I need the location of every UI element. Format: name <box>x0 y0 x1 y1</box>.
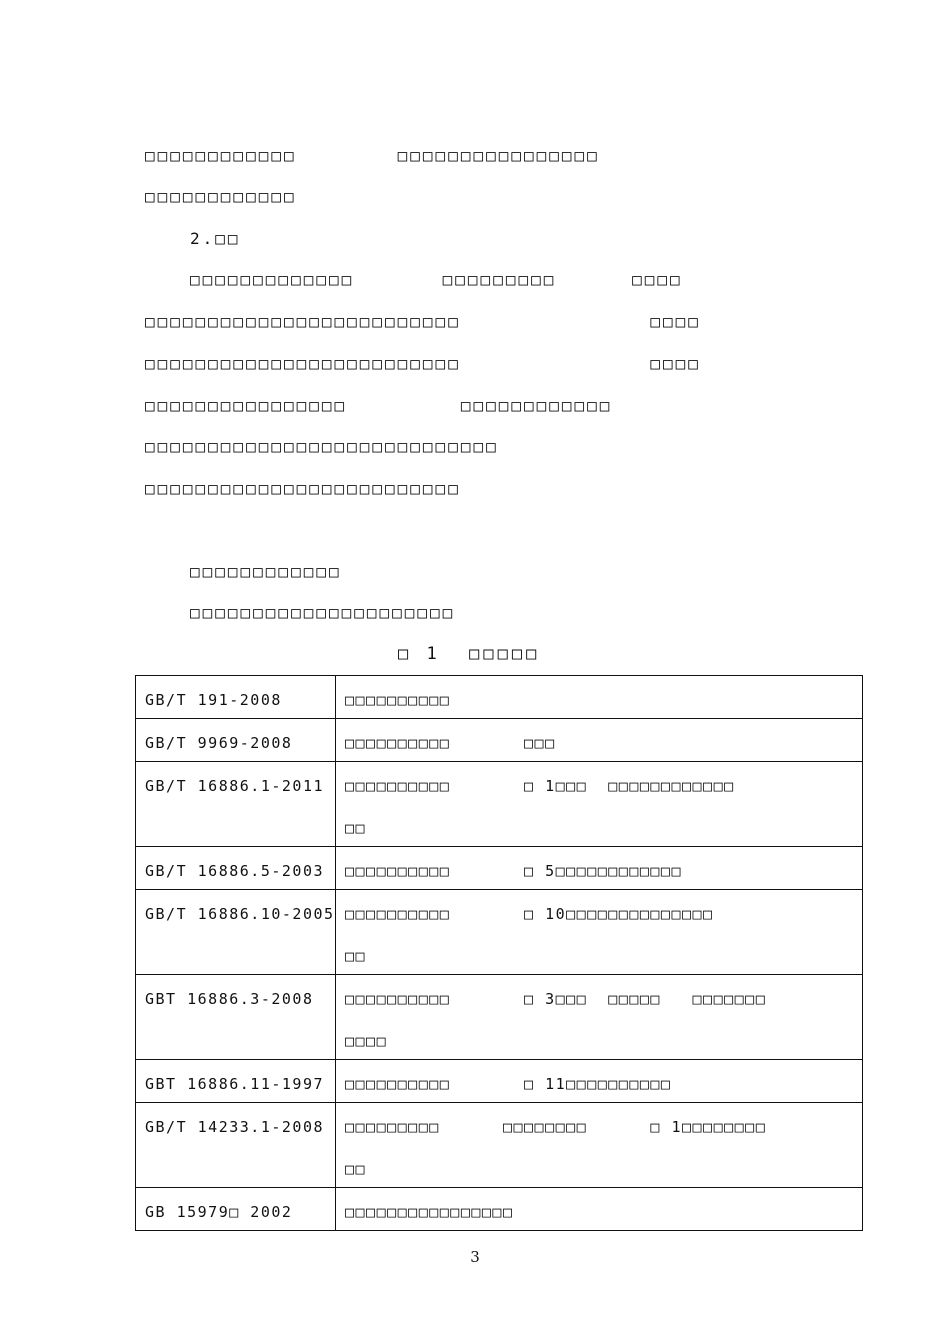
paragraph-line-8: □□□□□□□□□□□□□□□□□□□□□□□□□ <box>145 479 461 498</box>
paragraph-line-3: □□□□□□□□□□□□□ □□□□□□□□□ □□□□ <box>190 270 683 289</box>
paragraph-line-1: □□□□□□□□□□□□ □□□□□□□□□□□□□□□□ <box>145 146 600 165</box>
standard-code: GB/T 14233.1-2008 <box>136 1103 336 1188</box>
paragraph-line-2: □□□□□□□□□□□□ <box>145 187 297 206</box>
standard-title: □□□□□□□□□□ □ 3□□□ □□□□□ □□□□□□□ □□□□ <box>336 975 863 1060</box>
paragraph-line-10: □□□□□□□□□□□□□□□□□□□□□ <box>190 603 456 622</box>
table-row <box>136 1103 863 1188</box>
standard-code: GB/T 16886.5-2003 <box>136 847 336 890</box>
section-heading: 2.□□ <box>190 229 241 248</box>
table-caption: □ 1 □□□□□ <box>398 644 541 664</box>
table-row <box>136 975 863 1060</box>
standard-title: □□□□□□□□□□ □ 1□□□ □□□□□□□□□□□□ □□ <box>336 762 863 847</box>
table-row <box>136 1060 863 1103</box>
standards-table <box>135 675 863 1231</box>
standard-title: □□□□□□□□□□ □□□ <box>336 719 863 762</box>
standard-title: □□□□□□□□□□ □ 11□□□□□□□□□□ <box>336 1060 863 1103</box>
standard-code: GBT 16886.11-1997 <box>136 1060 336 1103</box>
standard-title: □□□□□□□□□□ □ 10□□□□□□□□□□□□□□ □□ <box>336 890 863 975</box>
table-row <box>136 847 863 890</box>
paragraph-line-9: □□□□□□□□□□□□ <box>190 562 342 581</box>
page-number: 3 <box>470 1248 480 1266</box>
paragraph-line-7: □□□□□□□□□□□□□□□□□□□□□□□□□□□□ <box>145 437 499 456</box>
standard-code: GB/T 191-2008 <box>136 676 336 719</box>
standard-title: □□□□□□□□□□ □ 5□□□□□□□□□□□□ <box>336 847 863 890</box>
standard-title: □□□□□□□□□ □□□□□□□□ □ 1□□□□□□□□ □□ <box>336 1103 863 1188</box>
standard-code: GB/T 16886.10-2005 <box>136 890 336 975</box>
paragraph-line-5: □□□□□□□□□□□□□□□□□□□□□□□□□ □□□□ <box>145 354 701 373</box>
standard-code: GB 15979□ 2002 <box>136 1188 336 1231</box>
standard-code: GBT 16886.3-2008 <box>136 975 336 1060</box>
table-row <box>136 719 863 762</box>
paragraph-line-6: □□□□□□□□□□□□□□□□ □□□□□□□□□□□□ <box>145 396 613 415</box>
standard-title: □□□□□□□□□□ <box>336 676 863 719</box>
table-row <box>136 676 863 719</box>
paragraph-line-4: □□□□□□□□□□□□□□□□□□□□□□□□□ □□□□ <box>145 312 701 331</box>
table-row <box>136 762 863 847</box>
table-row <box>136 890 863 975</box>
table-row <box>136 1188 863 1231</box>
standard-code: GB/T 16886.1-2011 <box>136 762 336 847</box>
standard-code: GB/T 9969-2008 <box>136 719 336 762</box>
standard-title: □□□□□□□□□□□□□□□□ <box>336 1188 863 1231</box>
